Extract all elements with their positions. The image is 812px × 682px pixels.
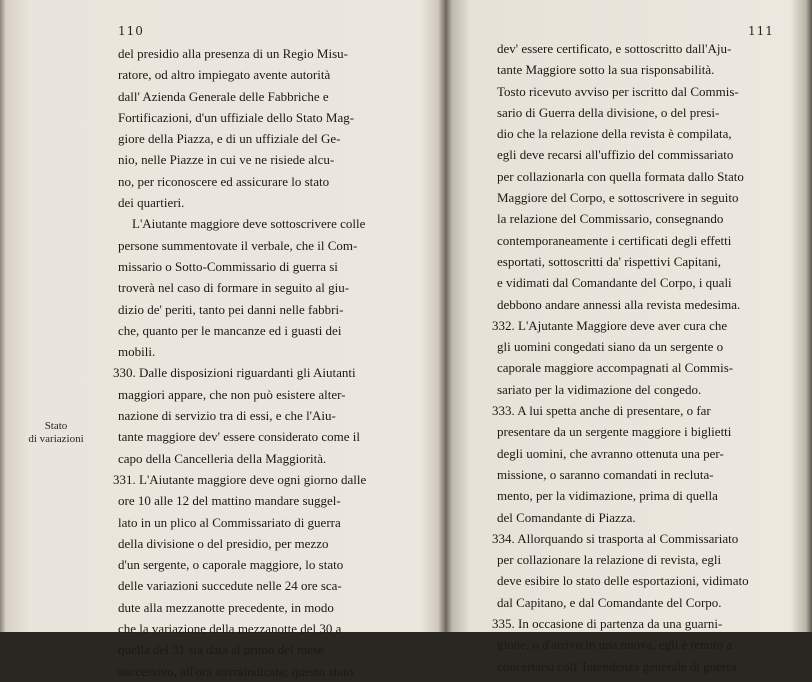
text-line: 335. In occasione di partenza da una guarni-: [492, 616, 723, 632]
text-line: caporale maggiore accompagnati al Commis-: [497, 360, 734, 376]
margin-note: [22, 420, 90, 446]
text-line: mobili.: [118, 344, 156, 360]
text-line: L'Aiutante maggiore deve sottoscrivere colle: [132, 216, 366, 232]
text-line: successivo, all'ora sovraindicata; questo stato: [118, 663, 354, 679]
margin-note-line: Stato: [44, 420, 68, 432]
text-line: nazione di servizio tra di essi, e che l'Aiu-: [118, 408, 336, 424]
text-line: dute alla mezzanotte precedente, in modo: [118, 599, 334, 615]
text-line: contemporaneamente i certificati degli effetti: [497, 232, 732, 248]
text-line: deve esibire lo stato delle esportazioni, vidimato: [497, 573, 749, 589]
text-line: delle variazioni succedute nelle 24 ore sca-: [118, 578, 342, 594]
text-line: della divisione o del presidio, per mezzo: [118, 535, 329, 551]
left-page-number: 110: [118, 24, 144, 38]
text-line: dall' Azienda Generale delle Fabbriche e: [118, 88, 329, 104]
text-line: d'un sergente, o caporale maggiore, lo stato: [118, 557, 344, 573]
text-line: dio che la relazione della revista è compilata,: [497, 126, 732, 142]
text-line: 332. L'Ajutante Maggiore deve aver cura che: [492, 317, 728, 333]
text-line: egli deve recarsi all'uffizio del commissariato: [497, 147, 734, 163]
left-page-body: [113, 43, 408, 682]
text-line: missario o Sotto-Commissario di guerra si: [118, 258, 338, 274]
right-page-number: 111: [748, 24, 774, 38]
text-line: 331. L'Aiutante maggiore deve ogni giorno dalle: [113, 471, 367, 487]
text-line: giore della Piazza, e di un uffiziale del Ge-: [118, 131, 341, 147]
text-line: dal Capitano, e dal Comandante del Corpo.: [497, 594, 722, 610]
text-line: esportati, sottoscritti da' rispettivi Capitani,: [497, 253, 722, 269]
text-line: che la variazione della mezzanotte del 30 a: [118, 621, 342, 637]
text-line: 334. Allorquando si trasporta al Commissariato: [492, 530, 739, 546]
text-line: dev' essere certificato, e sottoscritto dall'Aju-: [497, 41, 732, 56]
text-line: per collazionare la relazione di revista, egli: [497, 552, 722, 568]
text-line: del presidio alla presenza di un Regio Misu-: [118, 46, 348, 61]
right-page-body: [492, 38, 785, 677]
text-line: sariato per la vidimazione del congedo.: [497, 381, 702, 397]
text-line: persone summentovate il verbale, che il Com-: [118, 237, 358, 253]
text-line: degli uomini, che avranno ottenuta una per-: [497, 445, 724, 461]
text-line: capo della Cancelleria della Maggiorità.: [118, 450, 327, 466]
text-line: Maggiore del Corpo, e sottoscrivere in seguito: [497, 190, 739, 206]
text-line: quella del 31 sia data al primo del mese: [118, 642, 324, 658]
text-line: ratore, od altro impiegato avente autorità: [118, 67, 331, 83]
text-line: tante maggiore dev' essere considerato come il: [118, 429, 361, 445]
text-line: gli uomini congedati siano da un sergente o: [497, 339, 724, 355]
text-line: sario di Guerra della divisione, o del presi-: [497, 104, 720, 120]
text-line: 333. A lui spetta anche di presentare, o far: [492, 403, 711, 419]
text-line: ore 10 alle 12 del mattino mandare suggel-: [118, 493, 341, 509]
text-line: troverà nel caso di formare in seguito al giu-: [118, 280, 350, 296]
text-line: concertarsi coll' Intendenza generale di guerra.: [497, 658, 740, 674]
text-line: maggiori appare, che non può esistere alter-: [118, 386, 346, 402]
text-line: e vidimati dal Comandante del Corpo, i quali: [497, 275, 732, 291]
margin-note-line: di variazioni: [28, 433, 84, 445]
text-line: lato in un plico al Commissariato di guerra: [118, 514, 341, 530]
text-line: mento, per la vidimazione, prima di quella: [497, 488, 718, 504]
text-line: dei quartieri.: [118, 195, 185, 211]
text-line: presentare da un sergente maggiore i biglietti: [497, 424, 732, 440]
text-line: dizio de' periti, tanto pei danni nelle fabbri-: [118, 301, 344, 317]
text-line: che, quanto per le mancanze ed i guasti dei: [118, 322, 342, 338]
text-line: no, per riconoscere ed assicurare lo stato: [118, 173, 330, 189]
text-line: tante Maggiore sotto la sua risponsabilità.: [497, 62, 715, 78]
text-line: nio, nelle Piazze in cui ve ne risiede alcu-: [118, 152, 335, 168]
text-line: Tosto ricevuto avviso per iscritto dal Commis-: [497, 83, 739, 99]
text-line: Fortificazioni, d'un uffiziale dello Stato Mag-: [118, 109, 355, 125]
text-line: 330. Dalle disposizioni riguardanti gli Aiutanti: [113, 365, 356, 381]
text-line: debbono andare annessi alla revista medesima.: [497, 296, 741, 312]
text-line: del Comandante di Piazza.: [497, 509, 636, 525]
text-line: missione, o saranno comandati in recluta-: [497, 466, 714, 482]
text-line: per collazionarla con quella formata dallo Stato: [497, 168, 744, 184]
text-line: la relazione del Commissario, consegnando: [497, 211, 724, 227]
text-line: gione, o d'arrivo in una nuova, egli è tenuto a: [497, 637, 733, 653]
